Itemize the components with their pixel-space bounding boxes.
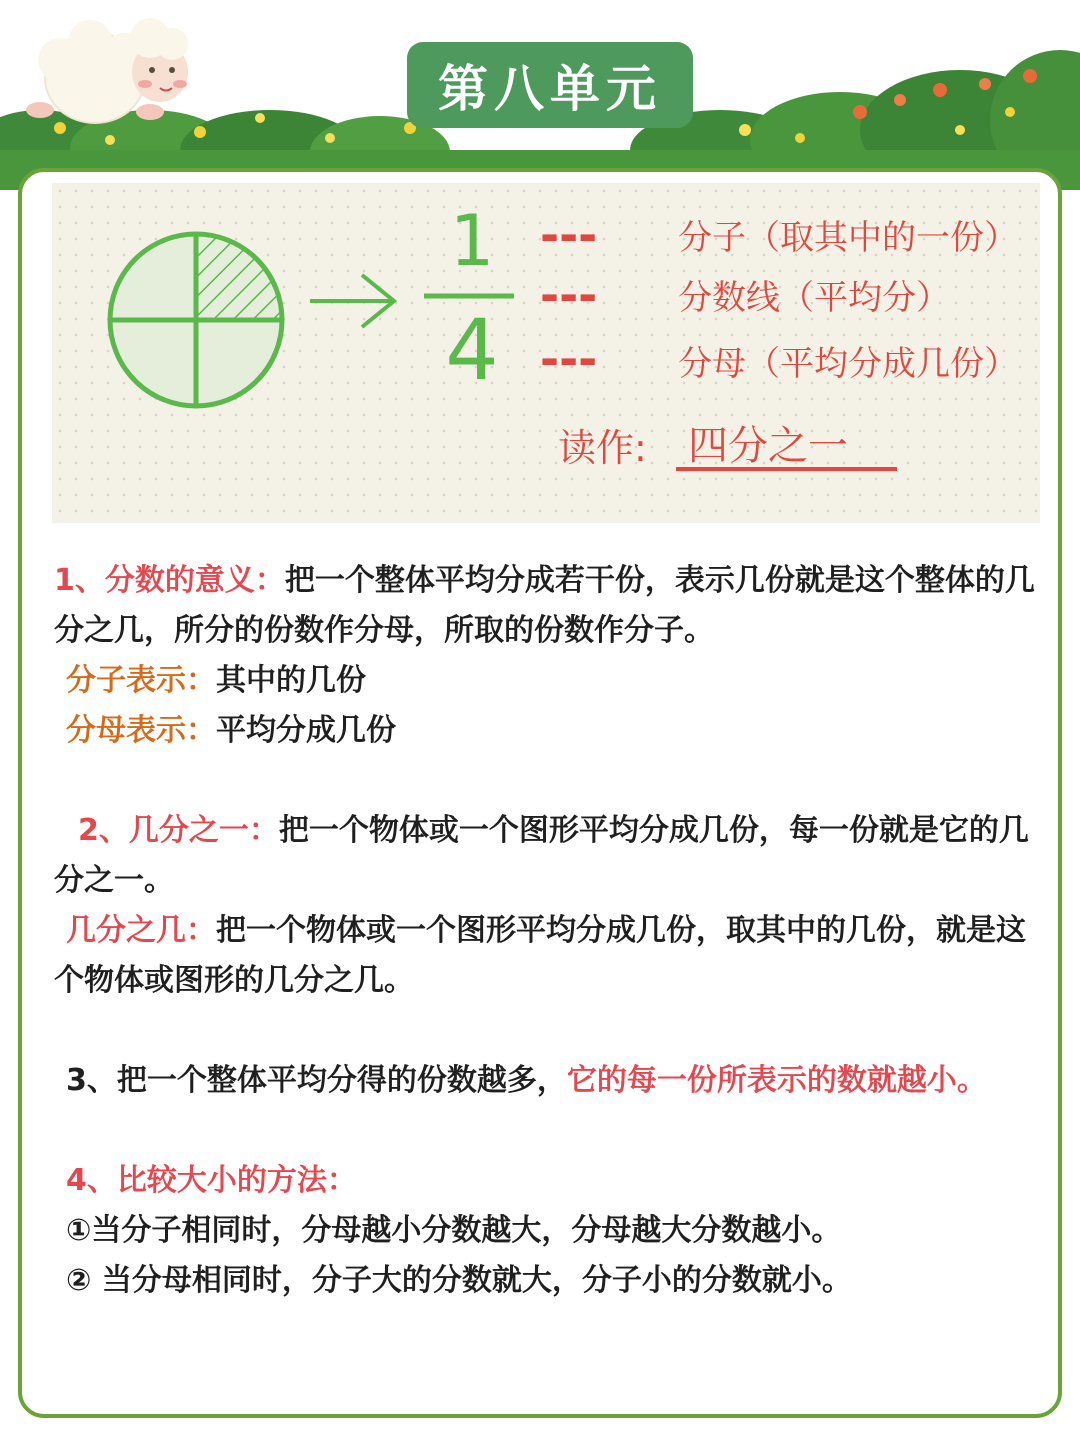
section-1 (54, 556, 1044, 656)
section-3 (54, 1056, 1044, 1106)
section-4-item-1: ①当分子相同时，分母越小分数越大，分母越大分数越小。 (66, 1213, 842, 1248)
fraction-numerator: 1 (449, 200, 495, 282)
section-1-label: 1、分数的意义： (54, 563, 285, 598)
page-title: 第八单元 (407, 42, 693, 128)
numerator-dash: --- (540, 208, 598, 262)
shaded-quarter (196, 234, 282, 320)
section-4-label-text: 4、比较大小的方法： (66, 1163, 357, 1198)
numerator-meaning-text: 其中的几份 (216, 663, 366, 698)
section-2-text: 把一个物体或一个图形平均分成几份，每一份就是它的几分之一。 (54, 813, 1029, 898)
numerator-note: 分子（取其中的一份） (678, 218, 1018, 258)
read-value: 四分之一 (688, 423, 848, 469)
denominator-meaning-text: 平均分成几份 (216, 713, 396, 748)
denominator-meaning (54, 706, 1044, 756)
denominator-note: 分母（平均分成几份） (678, 344, 1018, 384)
section-2-sub-label: 几分之几： (66, 913, 216, 948)
section-4-item-2: ② 当分母相同时，分子大的分数就大，分子小的分数就小。 (66, 1263, 852, 1298)
denominator-dash: --- (540, 332, 598, 386)
section-2-label: 2、几分之一： (78, 813, 279, 848)
denominator-meaning-label: 分母表示： (66, 713, 216, 748)
section-2 (54, 806, 1044, 906)
section-3-highlight: 它的每一份所表示的数就越小。 (566, 1063, 987, 1098)
numerator-meaning-label: 分子表示： (66, 663, 216, 698)
numerator-meaning (54, 656, 1044, 706)
section-2-sub-text: 把一个物体或一个图形平均分成几份，取其中的几份，就是这个物体或图形的几分之几。 (54, 913, 1026, 998)
arrow-icon (310, 275, 394, 327)
sheep-icon (26, 18, 188, 123)
pie-circle (110, 234, 282, 406)
content-body (54, 556, 1044, 1306)
line-note: 分数线（平均分） (678, 278, 950, 318)
line-dash: --- (540, 268, 598, 322)
fraction-denominator: 4 (445, 301, 499, 399)
section-4-label (54, 1156, 1044, 1206)
section-3-text: 3、把一个整体平均分得的份数越多， (66, 1063, 567, 1098)
fraction-diagram (52, 183, 1040, 523)
section-2-sub (54, 906, 1044, 1006)
section-1-text: 把一个整体平均分成若干份，表示几份就是这个整体的几分之几，所分的份数作分母，所取的份数作分子。 (54, 563, 1035, 648)
read-label: 读作: (558, 426, 647, 470)
